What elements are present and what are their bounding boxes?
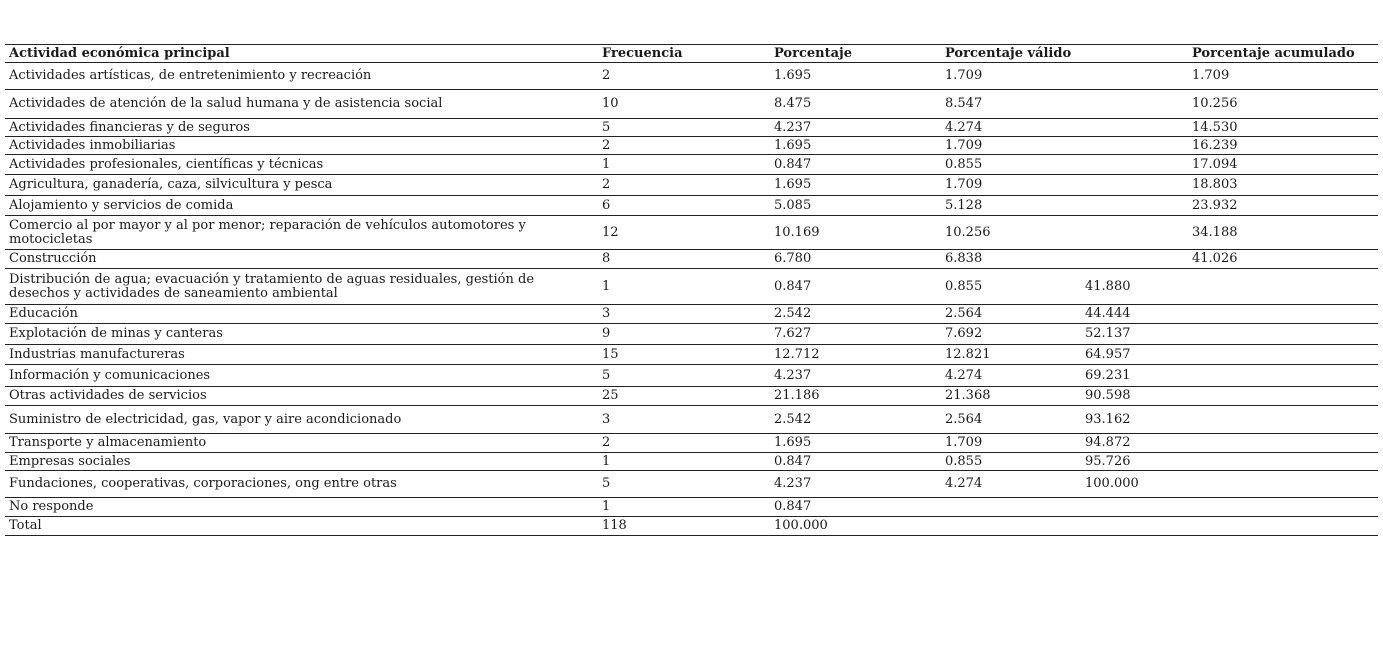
cell-percentage: 7.627: [774, 326, 812, 341]
table-row: [5, 434, 1378, 453]
table-row: [5, 250, 1378, 269]
cell-activity: Total: [9, 518, 42, 533]
cell-valid-percentage: 0.855: [945, 156, 983, 172]
cell-frequency: 12: [602, 224, 619, 240]
cell-valid-percentage: 4.274: [945, 119, 983, 135]
table-row: [5, 216, 1378, 250]
cell-percentage: 6.780: [774, 251, 812, 266]
cell-valid-percentage: 7.692: [945, 326, 983, 341]
table-row: [5, 119, 1378, 137]
cell-percentage: 2.542: [774, 306, 812, 321]
cell-frequency: 10: [602, 96, 619, 111]
cell-frequency: 25: [602, 388, 619, 403]
cell-percentage: 4.237: [774, 119, 812, 135]
cell-valid-percentage: 6.838: [945, 251, 983, 266]
cell-percentage: 12.712: [774, 346, 820, 362]
cell-frequency: 8: [602, 251, 611, 266]
cell-activity: Suministro de electricidad, gas, vapor y aire acondicionado: [9, 411, 402, 427]
table-row: [5, 324, 1378, 345]
table-row: [5, 155, 1378, 175]
cell-cumulative-percentage: 69.231: [1085, 367, 1131, 383]
cell-activity: Actividades de atención de la salud humana y de asistencia social: [9, 96, 443, 111]
cell-activity: Actividades profesionales, científicas y técnicas: [9, 156, 324, 172]
cell-percentage: 21.186: [774, 388, 820, 403]
table-row: [5, 63, 1378, 90]
table-row: [5, 137, 1378, 155]
cell-frequency: 2: [602, 68, 611, 83]
cell-activity: No responde: [9, 499, 94, 514]
cell-valid-percentage: 0.855: [945, 278, 983, 294]
table-body: [5, 63, 1378, 536]
cell-frequency: 2: [602, 435, 611, 450]
cell-valid-percentage: 1.709: [945, 68, 983, 83]
table-row: [5, 305, 1378, 324]
cell-cumulative-percentage: 23.932: [1192, 197, 1238, 213]
cell-valid-percentage: 4.274: [945, 367, 983, 383]
cell-frequency: 2: [602, 177, 611, 192]
cell-cumulative-percentage: 14.530: [1192, 119, 1238, 135]
cell-cumulative-percentage: 93.162: [1085, 411, 1131, 427]
cell-cumulative-percentage: 90.598: [1085, 388, 1131, 403]
cell-activity: Educación: [9, 306, 78, 321]
header-frequency: Frecuencia: [602, 45, 683, 61]
cell-activity: Industrias manufactureras: [9, 346, 185, 362]
cell-frequency: 1: [602, 156, 611, 172]
cell-cumulative-percentage: 10.256: [1192, 96, 1238, 111]
table-row: [5, 345, 1378, 365]
cell-frequency: 9: [602, 326, 611, 341]
cell-cumulative-percentage: 100.000: [1085, 476, 1139, 491]
table-row: [5, 90, 1378, 119]
cell-valid-percentage: 12.821: [945, 346, 991, 362]
cell-activity: Alojamiento y servicios de comida: [9, 197, 234, 213]
cell-cumulative-percentage: 34.188: [1192, 224, 1238, 240]
cell-activity: Transporte y almacenamiento: [9, 435, 207, 450]
cell-percentage: 8.475: [774, 96, 812, 111]
cell-activity: Agricultura, ganadería, caza, silvicultura y pesca: [9, 177, 333, 192]
cell-valid-percentage: 10.256: [945, 224, 991, 240]
cell-frequency: 1: [602, 499, 611, 514]
cell-valid-percentage: 5.128: [945, 197, 983, 213]
header-valid-percentage: Porcentaje válido: [945, 45, 1072, 61]
cell-activity: Actividades financieras y de seguros: [9, 119, 250, 135]
cell-cumulative-percentage: 52.137: [1085, 326, 1131, 341]
cell-activity: Actividades artísticas, de entretenimiento y recreación: [9, 68, 372, 83]
header-activity: Actividad económica principal: [9, 45, 230, 61]
cell-activity: Empresas sociales: [9, 453, 131, 469]
cell-cumulative-percentage: 64.957: [1085, 346, 1131, 362]
cell-valid-percentage: 4.274: [945, 476, 983, 491]
cell-percentage: 0.847: [774, 156, 812, 172]
table-row: [5, 517, 1378, 536]
cell-percentage: 2.542: [774, 411, 812, 427]
cell-frequency: 6: [602, 197, 611, 213]
table-row: [5, 196, 1378, 216]
cell-activity: Construcción: [9, 251, 97, 266]
cell-valid-percentage: 1.709: [945, 435, 983, 450]
header-percentage: Porcentaje: [774, 45, 852, 61]
cell-percentage: 0.847: [774, 278, 812, 294]
cell-percentage: 1.695: [774, 68, 812, 83]
cell-frequency: 5: [602, 119, 611, 135]
cell-frequency: 5: [602, 476, 611, 491]
cell-cumulative-percentage: 41.880: [1085, 278, 1131, 294]
cell-cumulative-percentage: 17.094: [1192, 156, 1238, 172]
frequency-table: [5, 44, 1378, 536]
cell-activity: Comercio al por mayor y al por menor; reparación de vehículos automotores y motocicletas: [9, 217, 526, 247]
cell-cumulative-percentage: 41.026: [1192, 251, 1238, 266]
cell-cumulative-percentage: 95.726: [1085, 453, 1131, 469]
table-row: [5, 471, 1378, 498]
cell-valid-percentage: 1.709: [945, 177, 983, 192]
header-cumulative-percentage: Porcentaje acumulado: [1192, 45, 1355, 61]
table-row: [5, 269, 1378, 305]
cell-frequency: 1: [602, 453, 611, 469]
cell-valid-percentage: 0.855: [945, 453, 983, 469]
cell-percentage: 10.169: [774, 224, 820, 240]
table-row: [5, 365, 1378, 387]
table-row: [5, 387, 1378, 406]
cell-frequency: 15: [602, 346, 619, 362]
table-row: [5, 175, 1378, 196]
cell-cumulative-percentage: 44.444: [1085, 306, 1131, 321]
cell-valid-percentage: 21.368: [945, 388, 991, 403]
table-row: [5, 498, 1378, 517]
cell-frequency: 118: [602, 518, 627, 533]
cell-activity: Otras actividades de servicios: [9, 388, 207, 403]
cell-percentage: 1.695: [774, 435, 812, 450]
cell-percentage: 1.695: [774, 137, 812, 153]
cell-percentage: 4.237: [774, 476, 812, 491]
cell-percentage: 5.085: [774, 197, 812, 213]
cell-cumulative-percentage: 16.239: [1192, 137, 1238, 153]
table-row: [5, 453, 1378, 471]
cell-percentage: 1.695: [774, 177, 812, 192]
cell-activity: Distribución de agua; evacuación y tratamiento de aguas residuales, gestión de desechos y actividades de saneamiento ambiental: [9, 271, 535, 301]
cell-valid-percentage: 2.564: [945, 306, 983, 321]
cell-cumulative-percentage: 1.709: [1192, 68, 1230, 83]
cell-activity: Explotación de minas y canteras: [9, 326, 223, 341]
cell-percentage: 100.000: [774, 518, 828, 533]
cell-frequency: 1: [602, 278, 611, 294]
cell-frequency: 5: [602, 367, 611, 383]
cell-activity: Actividades inmobiliarias: [9, 137, 176, 153]
cell-valid-percentage: 2.564: [945, 411, 983, 427]
cell-valid-percentage: 1.709: [945, 137, 983, 153]
cell-frequency: 3: [602, 306, 611, 321]
table-row: [5, 406, 1378, 434]
table-header-row: [5, 44, 1378, 63]
cell-valid-percentage: 8.547: [945, 96, 983, 111]
cell-percentage: 4.237: [774, 367, 812, 383]
cell-percentage: 0.847: [774, 499, 812, 514]
cell-frequency: 3: [602, 411, 611, 427]
cell-cumulative-percentage: 18.803: [1192, 177, 1238, 192]
cell-percentage: 0.847: [774, 453, 812, 469]
cell-cumulative-percentage: 94.872: [1085, 435, 1131, 450]
cell-activity: Información y comunicaciones: [9, 367, 211, 383]
cell-activity: Fundaciones, cooperativas, corporaciones, ong entre otras: [9, 476, 397, 491]
cell-frequency: 2: [602, 137, 611, 153]
